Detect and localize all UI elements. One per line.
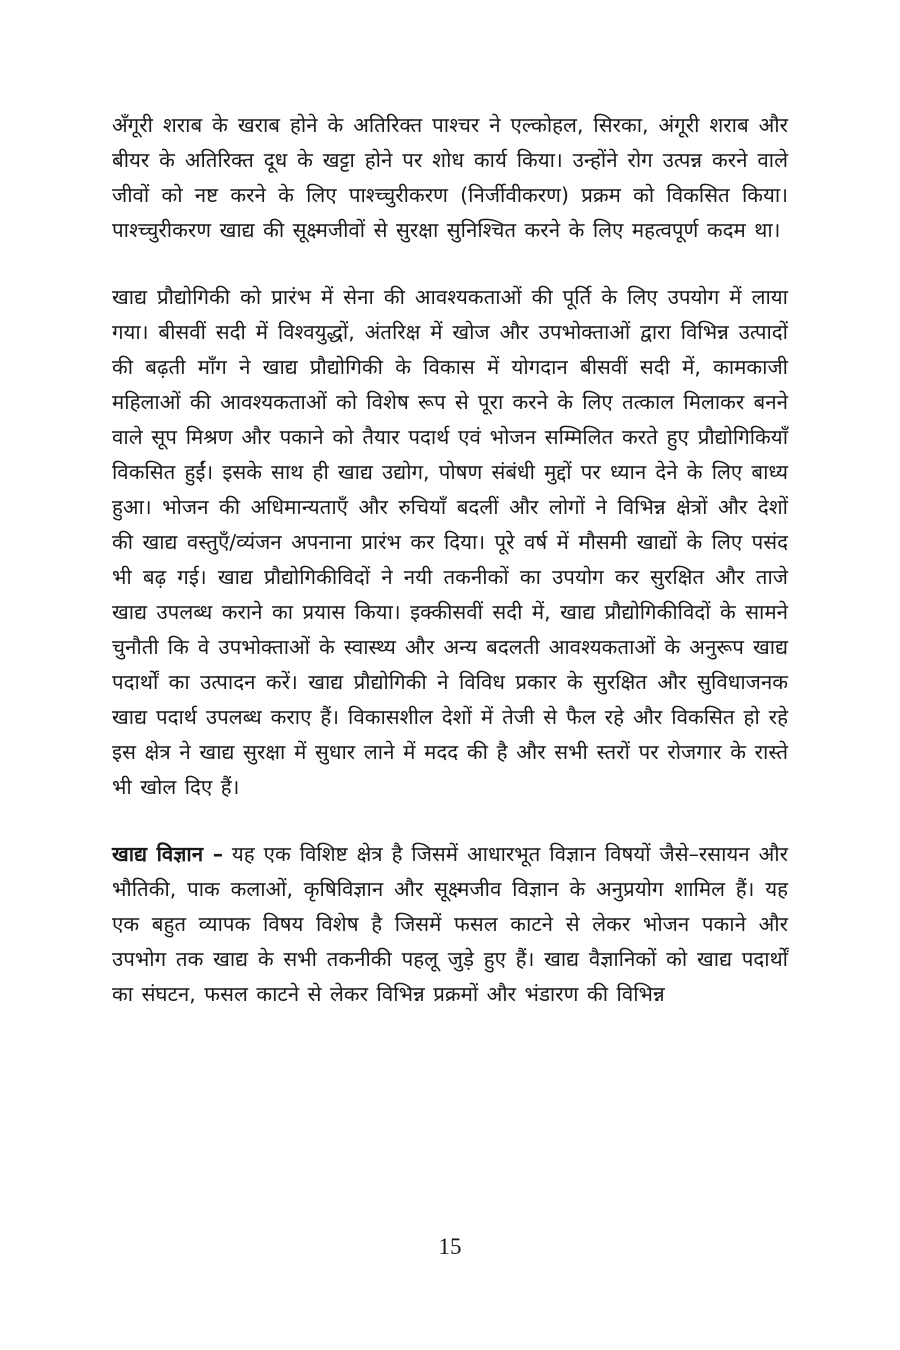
page-body [112,108,788,1044]
food-science-text: यह एक विशिष्ट क्षेत्र है जिसमें आधारभूत विज्ञान विषयों जैसे–रसायन और भौतिकी, पाक कलाओं, कृषिविज्ञान और सूक्ष्मजीव विज्ञान के अनुप्रयोग शामिल हैं। यह एक बहुत व्यापक विषय विशेष है जिसमें फसल काटने से लेकर भोजन पकाने और उपभोग तक खाद्य के सभी तकनीकी पहलू जुड़े हुए हैं। खाद्य वैज्ञानिकों को खाद्य पदार्थों का संघटन, फसल काटने से लेकर विभिन्न प्रक्रमों और भंडारण की विभिन्न [112,842,788,1006]
paragraph-pasteurization: अँगूरी शराब के खराब होने के अतिरिक्त पाश्चर ने एल्कोहल, सिरका, अंगूरी शराब और बीयर के अतिरिक्त दूध के खट्टा होने पर शोध कार्य किया। उन्होंने रोग उत्पन्न करने वाले जीवों को नष्ट करने के लिए पाश्च्चुरीकरण (निर्जीवीकरण) प्रक्रम को विकसित किया। पाश्च्चुरीकरण खाद्य की सूक्ष्मजीवों से सुरक्षा सुनिश्चित करने के लिए महत्वपूर्ण कदम था। [112,113,788,242]
paragraph-food-technology: खाद्य प्रौद्योगिकी को प्रारंभ में सेना की आवश्यकताओं की पूर्ति के लिए उपयोग में लाया गया। बीसवीं सदी में विश्वयुद्धों, अंतरिक्ष में खोज और उपभोक्ताओं द्वारा विभिन्न उत्पादों की बढ़ती माँग ने खाद्य प्रौद्योगिकी के विकास में योगदान बीसवीं सदी में, कामकाजी महिलाओं की आवश्यकताओं को विशेष रूप से पूरा करने के लिए तत्काल मिलाकर बनने वाले सूप मिश्रण और पकाने को तैयार पदार्थ एवं भोजन सम्मिलित करते हुए प्रौद्योगिकियाँ विकसित हुईं। इसके साथ ही खाद्य उद्योग, पोषण संबंधी मुद्दों पर ध्यान देने के लिए बाध्य हुआ। भोजन की अधिमान्यताएँ और रुचियाँ बदलीं और लोगों ने विभिन्न क्षेत्रों और देशों की खाद्य वस्तुएँ/व्यंजन अपनाना प्रारंभ कर दिया। पूरे वर्ष में मौसमी खाद्यों के लिए पसंद भी बढ़ गई। खाद्य प्रौद्योगिकीविदों ने नयी तकनीकों का उपयोग कर सुरक्षित और ताजे खाद्य उपलब्ध कराने का प्रयास किया। इक्कीसवीं सदी में, खाद्य प्रौद्योगिकीविदों के सामने चुनौती कि वे उपभोक्ताओं के स्वास्थ्य और अन्य बदलती आवश्यकताओं के अनुरूप खाद्य पदार्थों का उत्पादन करें। खाद्य प्रौद्योगिकी ने विविध प्रकार के सुरक्षित और सुविधाजनक खाद्य पदार्थ उपलब्ध कराए हैं। विकासशील देशों में तेजी से फैल रहे और विकसित हो रहे इस क्षेत्र ने खाद्य सुरक्षा में सुधार लाने में मदद की है और सभी स्तरों पर रोजगार के रास्ते भी खोल दिए हैं। [112,285,788,799]
food-science-term: खाद्य विज्ञान – [112,842,223,866]
paragraph-food-science [112,837,788,1012]
page-number: 15 [438,1234,462,1259]
